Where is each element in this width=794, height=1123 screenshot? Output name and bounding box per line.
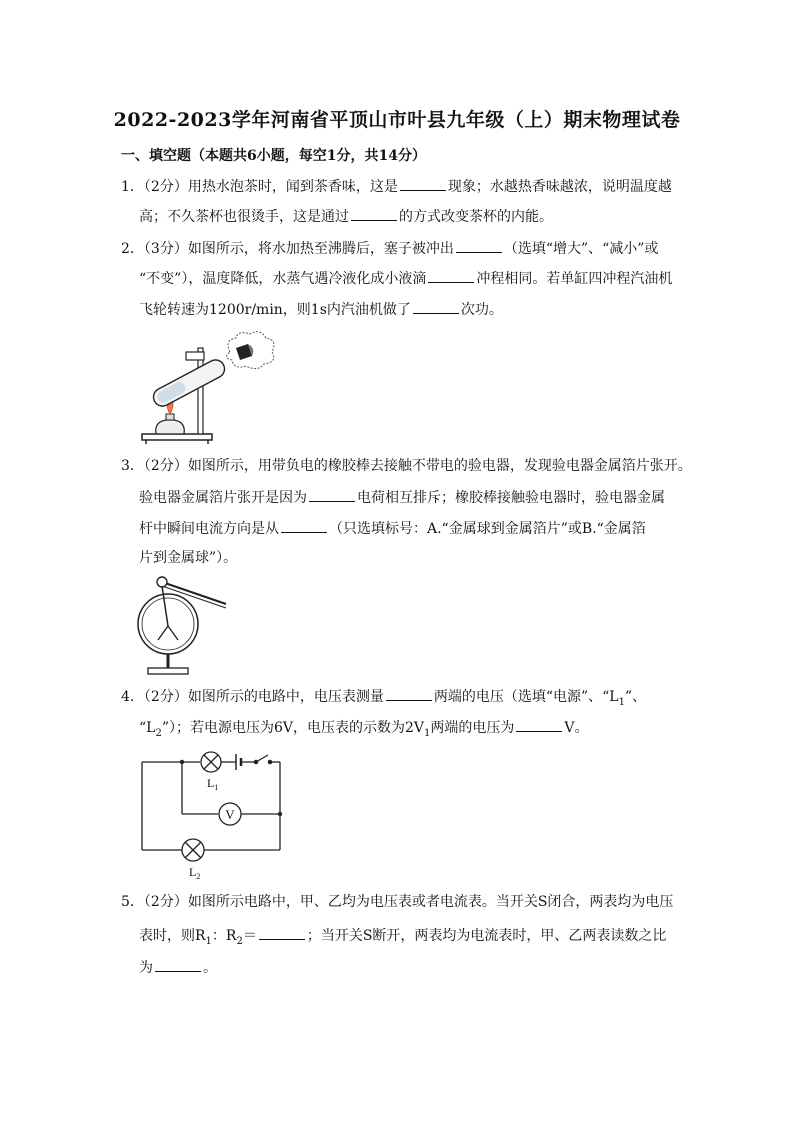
q3-text-c: 杆中瞬间电流方向是从	[139, 521, 279, 537]
q5-sub-1: 1	[205, 935, 212, 947]
page-title: 2022-2023学年河南省平顶山市叶县九年级（上）期末物理试卷	[113, 109, 681, 131]
voltmeter-label: V	[225, 807, 235, 822]
q1-text-d: 的方式改变茶杯的内能。	[399, 209, 553, 225]
q4-blank-1[interactable]	[386, 686, 432, 701]
q4-sub-3: 1	[424, 727, 431, 739]
q2-blank-1[interactable]	[456, 238, 502, 253]
q3-line-1: 3．（2分）如图所示，用带负电的橡胶棒去接触不带电的验电器，发现验电器金属箔片张开。	[121, 458, 692, 474]
q4-text-a: 4．（2分）如图所示的电路中，电压表测量	[121, 689, 384, 705]
q2-blank-3[interactable]	[413, 299, 459, 314]
q1-blank-1[interactable]	[400, 176, 446, 191]
q4-sub-1: 1	[618, 696, 625, 708]
q4-sub-2: 2	[155, 727, 162, 739]
lamp1-label: $L_1$	[207, 776, 219, 792]
q1-line-1	[121, 176, 672, 197]
q3-line-4: 片到金属球”）。	[139, 550, 238, 566]
q3-text-d: （只选填标号：A.“金属球到金属箔片”或B.“金属箔	[329, 521, 646, 537]
q2-text-d: 冲程相同。若单缸四冲程汽油机	[476, 271, 673, 287]
q4-line-2	[139, 717, 589, 744]
q2-text-c: “不变”），温度降低，水蒸气遇冷液化成小液滴	[139, 271, 427, 287]
q5-text-d: ；当开关S断开，两表均为电流表时，甲、乙两表读数之比	[306, 928, 667, 944]
q4-text-g: V。	[564, 720, 589, 736]
q5-sub-2: 2	[236, 935, 243, 947]
q2-text-e: 飞轮转速为1200r/min，则1s内汽油机做了	[139, 302, 411, 318]
q4-text-b: 两端的电压（选填“电源”、“L	[433, 689, 619, 705]
q1-text-c: 高；不久茶杯也很烫手，这是通过	[139, 209, 349, 225]
q4-blank-2[interactable]	[516, 717, 562, 732]
q5-text-c: ＝	[242, 928, 257, 944]
circuit-figure	[138, 750, 288, 882]
electroscope-figure	[134, 574, 234, 678]
lamp2-label: $L_2$	[189, 865, 201, 881]
q2-text-f: 次功。	[460, 302, 503, 318]
q5-blank-2[interactable]	[155, 957, 201, 972]
boiling-tube-figure	[138, 330, 278, 448]
q2-blank-2[interactable]	[428, 268, 474, 283]
q3-blank-1[interactable]	[309, 487, 355, 502]
q2-text-b: （选填“增大”、“减小”或	[503, 241, 659, 257]
q1-line-2	[139, 206, 553, 227]
q5-line-3	[139, 957, 217, 978]
q4-text-d: “L	[139, 720, 156, 736]
q1-blank-2[interactable]	[351, 206, 397, 221]
q4-line-1	[121, 686, 646, 713]
q5-text-a: 表时，则R	[139, 928, 206, 944]
q2-line-3	[139, 299, 503, 320]
q5-line-1: 5．（2分）如图所示电路中，甲、乙均为电压表或者电流表。当开关S闭合，两表均为电压	[121, 894, 674, 910]
q3-line-3	[139, 518, 646, 539]
q3-text-a: 验电器金属箔片张开是因为	[139, 490, 307, 506]
q1-text-a: 1．（2分）用热水泡茶时，闻到茶香味，这是	[121, 179, 398, 195]
q4-text-e: ”）；若电源电压为6V，电压表的示数为2V	[161, 720, 425, 736]
q5-text-e: 为	[139, 960, 153, 976]
q3-text-b: 电荷相互排斥；橡胶棒接触验电器时，验电器金属	[357, 490, 665, 506]
q3-blank-2[interactable]	[281, 518, 327, 533]
q2-line-1	[121, 238, 658, 259]
q5-text-f: 。	[203, 960, 217, 976]
q4-text-f: 两端的电压为	[430, 720, 515, 736]
q3-line-2	[139, 487, 665, 508]
q4-text-c: ”、	[624, 689, 647, 705]
section-heading: 一、填空题（本题共6小题，每空1分，共14分）	[121, 148, 426, 164]
q1-text-b: 现象；水越热香味越浓，说明温度越	[447, 179, 672, 195]
q2-text-a: 2．（3分）如图所示，将水加热至沸腾后，塞子被冲出	[121, 241, 454, 257]
q5-text-b: ：R	[211, 928, 237, 944]
q5-blank-1[interactable]	[259, 925, 305, 940]
q2-line-2	[139, 268, 672, 289]
q5-line-2	[139, 925, 666, 952]
